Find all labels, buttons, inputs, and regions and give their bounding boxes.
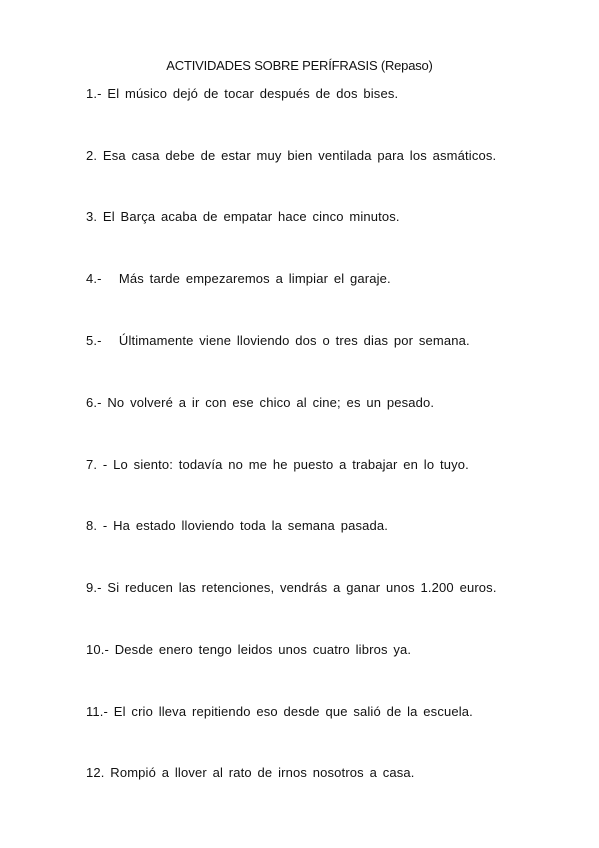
exercise-item-8: 8. - Ha estado lloviendo toda la semana pasada. <box>86 518 389 533</box>
exercise-item-4: 4.- Más tarde empezaremos a limpiar el garaje. <box>86 271 391 286</box>
exercise-item-12: 12. Rompió a llover al rato de irnos nosotros a casa. <box>86 765 415 780</box>
document-title: ACTIVIDADES SOBRE PERÍFRASIS (Repaso) <box>166 58 433 73</box>
exercise-item-2: 2. Esa casa debe de estar muy bien ventilada para los asmáticos. <box>86 148 497 163</box>
exercise-item-9: 9.- Si reducen las retenciones, vendrás a ganar unos 1.200 euros. <box>86 580 497 595</box>
exercise-item-7: 7. - Lo siento: todavía no me he puesto a trabajar en lo tuyo. <box>86 457 469 472</box>
exercise-item-5: 5.- Últimamente viene lloviendo dos o tres dias por semana. <box>86 333 470 348</box>
exercise-item-11: 11.- El crio lleva repitiendo eso desde que salió de la escuela. <box>86 704 473 719</box>
exercise-item-1: 1.- El músico dejó de tocar después de dos bises. <box>86 86 399 101</box>
exercise-item-6: 6.- No volveré a ir con ese chico al cine; es un pesado. <box>86 395 435 410</box>
exercise-item-10: 10.- Desde enero tengo leidos unos cuatro libros ya. <box>86 642 412 657</box>
exercise-item-3: 3. El Barça acaba de empatar hace cinco minutos. <box>86 209 400 224</box>
